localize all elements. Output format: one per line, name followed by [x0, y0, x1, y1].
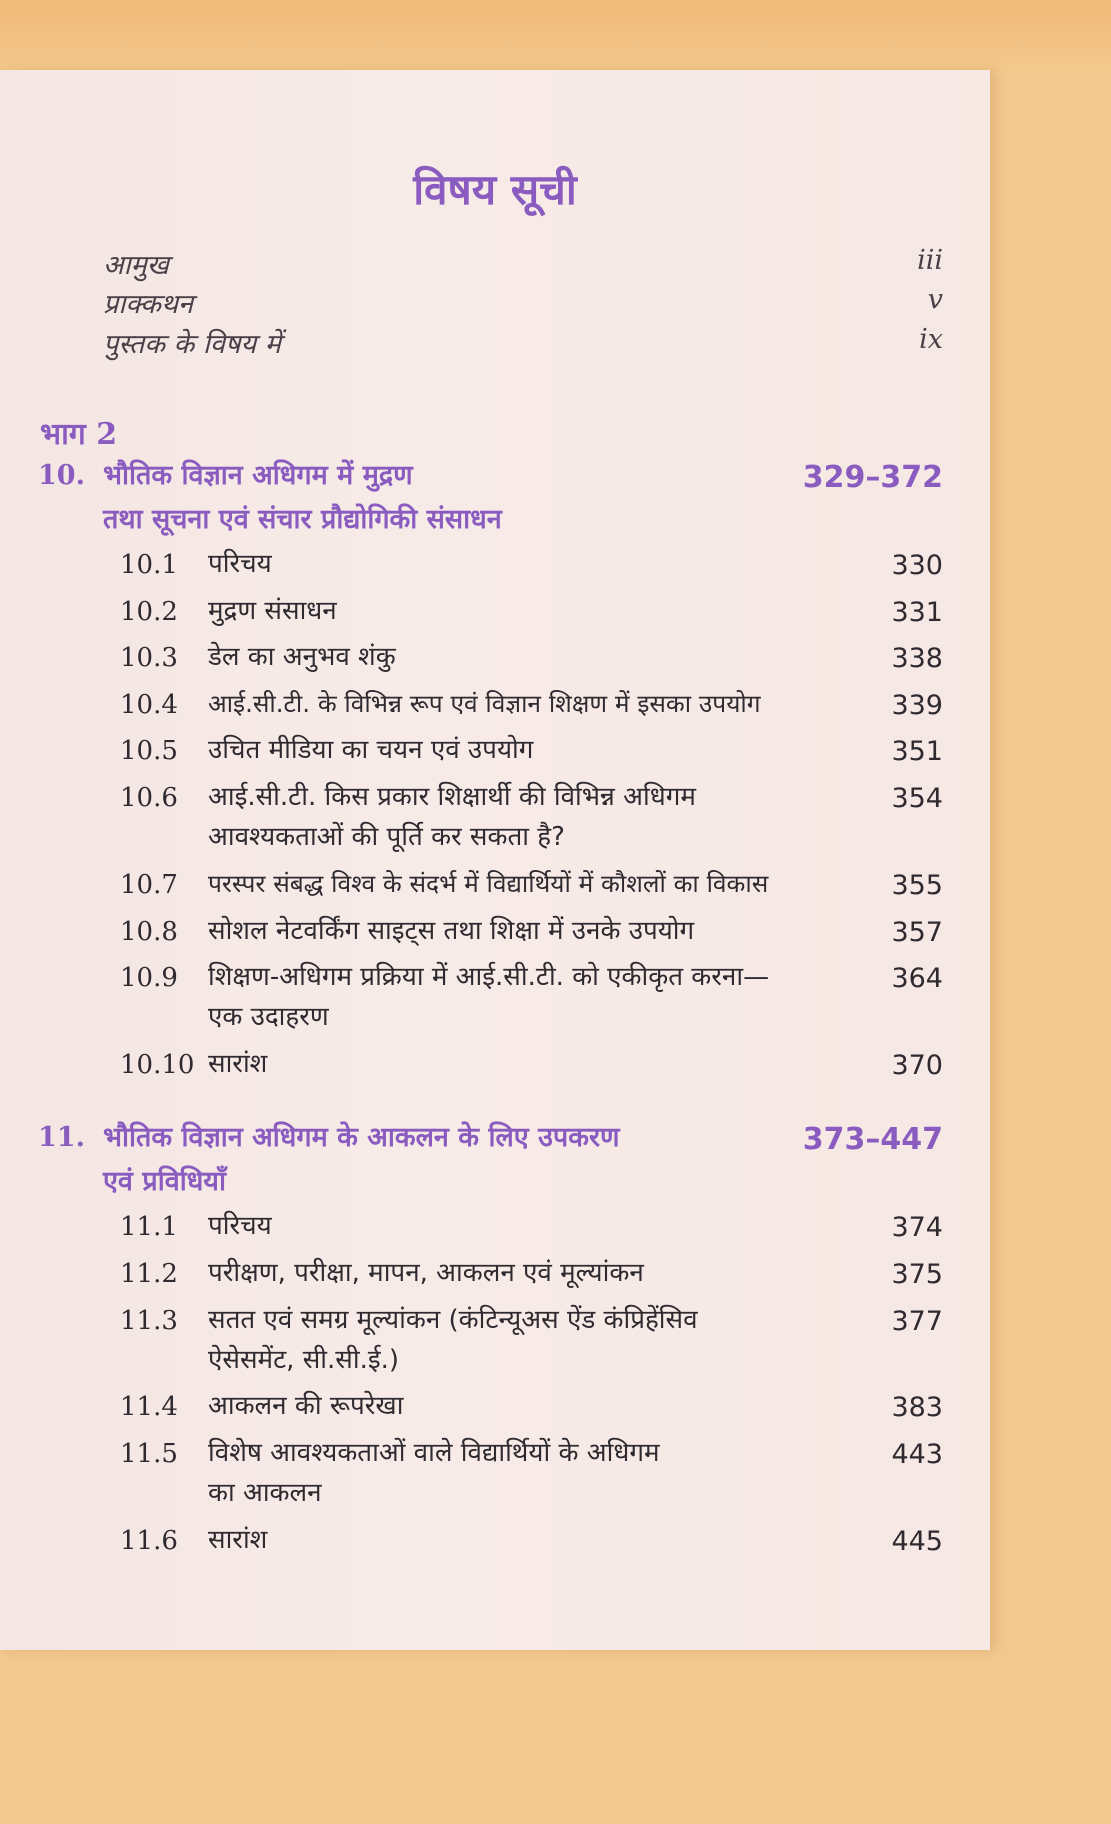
section-page: 370: [891, 1050, 943, 1081]
section-title: उचित मीडिया का चयन एवं उपयोग: [208, 735, 534, 765]
page-title: विषय सूची: [413, 165, 577, 214]
front-matter-label: प्राक्कथन: [103, 289, 194, 320]
section-page: 375: [891, 1259, 943, 1290]
section-title: सोशल नेटवर्किंग साइट्स तथा शिक्षा में उनके उपयोग: [208, 916, 695, 946]
chapter-title-line: तथा सूचना एवं संचार प्रौद्योगिकी संसाधन: [103, 504, 502, 535]
section-number: 10.4: [120, 690, 178, 720]
section-number: 10.3: [120, 643, 178, 673]
section-number: 10.6: [120, 783, 178, 813]
section-title: आकलन की रूपरेखा: [208, 1391, 404, 1421]
section-number: 11.3: [120, 1306, 178, 1336]
section-title: आई.सी.टी. के विभिन्न रूप एवं विज्ञान शिक्षण में इसका उपयोग: [208, 689, 761, 718]
section-number: 11.6: [120, 1526, 178, 1556]
section-page: 354: [891, 783, 943, 814]
section-title: शिक्षण-अधिगम प्रक्रिया में आई.सी.टी. को एकीकृत करना— एक उदाहरण: [208, 962, 770, 1032]
section-title: आई.सी.टी. किस प्रकार शिक्षार्थी की विभिन्न अधिगम आवश्यकताओं की पूर्ति कर सकता है?: [208, 782, 696, 852]
section-number: 10.8: [120, 917, 178, 947]
section-page: 445: [891, 1526, 943, 1557]
section-page: 338: [891, 643, 943, 674]
section-page: 383: [891, 1392, 943, 1423]
section-page: 330: [891, 550, 943, 581]
section-title: मुद्रण संसाधन: [208, 596, 337, 626]
section-page: 377: [891, 1306, 943, 1337]
section-page: 339: [891, 690, 943, 721]
contents-page: [0, 70, 990, 1650]
chapter-page-range: 329–372: [802, 460, 943, 495]
page-top-edge: [0, 0, 1111, 70]
section-title: परिचय: [208, 1211, 272, 1241]
front-matter-page: v: [927, 284, 943, 315]
section-page: 355: [891, 870, 943, 901]
section-page: 443: [891, 1439, 943, 1470]
front-matter-page: ix: [919, 324, 943, 355]
section-title: सारांश: [208, 1049, 268, 1079]
section-title: परस्पर संबद्ध विश्व के संदर्भ में विद्यार्थियों में कौशलों का विकास: [208, 869, 769, 898]
section-title: सारांश: [208, 1525, 268, 1555]
chapter-title-line: एवं प्रविधियाँ: [103, 1166, 226, 1197]
section-number: 11.5: [120, 1439, 178, 1469]
part-label: भाग 2: [40, 417, 118, 452]
chapter-title-line: भौतिक विज्ञान अधिगम में मुद्रण: [103, 460, 413, 491]
chapter-number: 11.: [38, 1122, 85, 1153]
chapter-title-line: भौतिक विज्ञान अधिगम के आकलन के लिए उपकरण: [103, 1122, 620, 1153]
section-number: 10.5: [120, 736, 178, 766]
section-page: 357: [891, 917, 943, 948]
section-number: 10.1: [120, 550, 178, 580]
section-number: 10.10: [120, 1050, 195, 1080]
section-title: परीक्षण, परीक्षा, मापन, आकलन एवं मूल्यांकन: [208, 1258, 644, 1288]
section-number: 11.1: [120, 1212, 178, 1242]
section-title: सतत एवं समग्र मूल्यांकन (कंटिन्यूअस ऐंड कंप्रिहेंसिव ऐसेसमेंट, सी.सी.ई.): [208, 1305, 698, 1375]
front-matter-label: आमुख: [103, 250, 169, 281]
section-page: 364: [891, 963, 943, 994]
section-number: 11.4: [120, 1392, 178, 1422]
section-number: 10.9: [120, 963, 178, 993]
section-title: डेल का अनुभव शंकु: [208, 642, 396, 672]
section-number: 10.7: [120, 870, 178, 900]
front-matter-page: iii: [917, 245, 943, 276]
chapter-page-range: 373–447: [802, 1122, 943, 1157]
section-number: 11.2: [120, 1259, 178, 1289]
chapter-number: 10.: [38, 460, 85, 491]
section-page: 351: [891, 736, 943, 767]
section-title: विशेष आवश्यकताओं वाले विद्यार्थियों के अधिगम का आकलन: [208, 1438, 660, 1508]
front-matter-label: पुस्तक के विषय में: [103, 329, 281, 360]
section-number: 10.2: [120, 597, 178, 627]
section-page: 374: [891, 1212, 943, 1243]
section-title: परिचय: [208, 549, 272, 579]
section-page: 331: [891, 597, 943, 628]
